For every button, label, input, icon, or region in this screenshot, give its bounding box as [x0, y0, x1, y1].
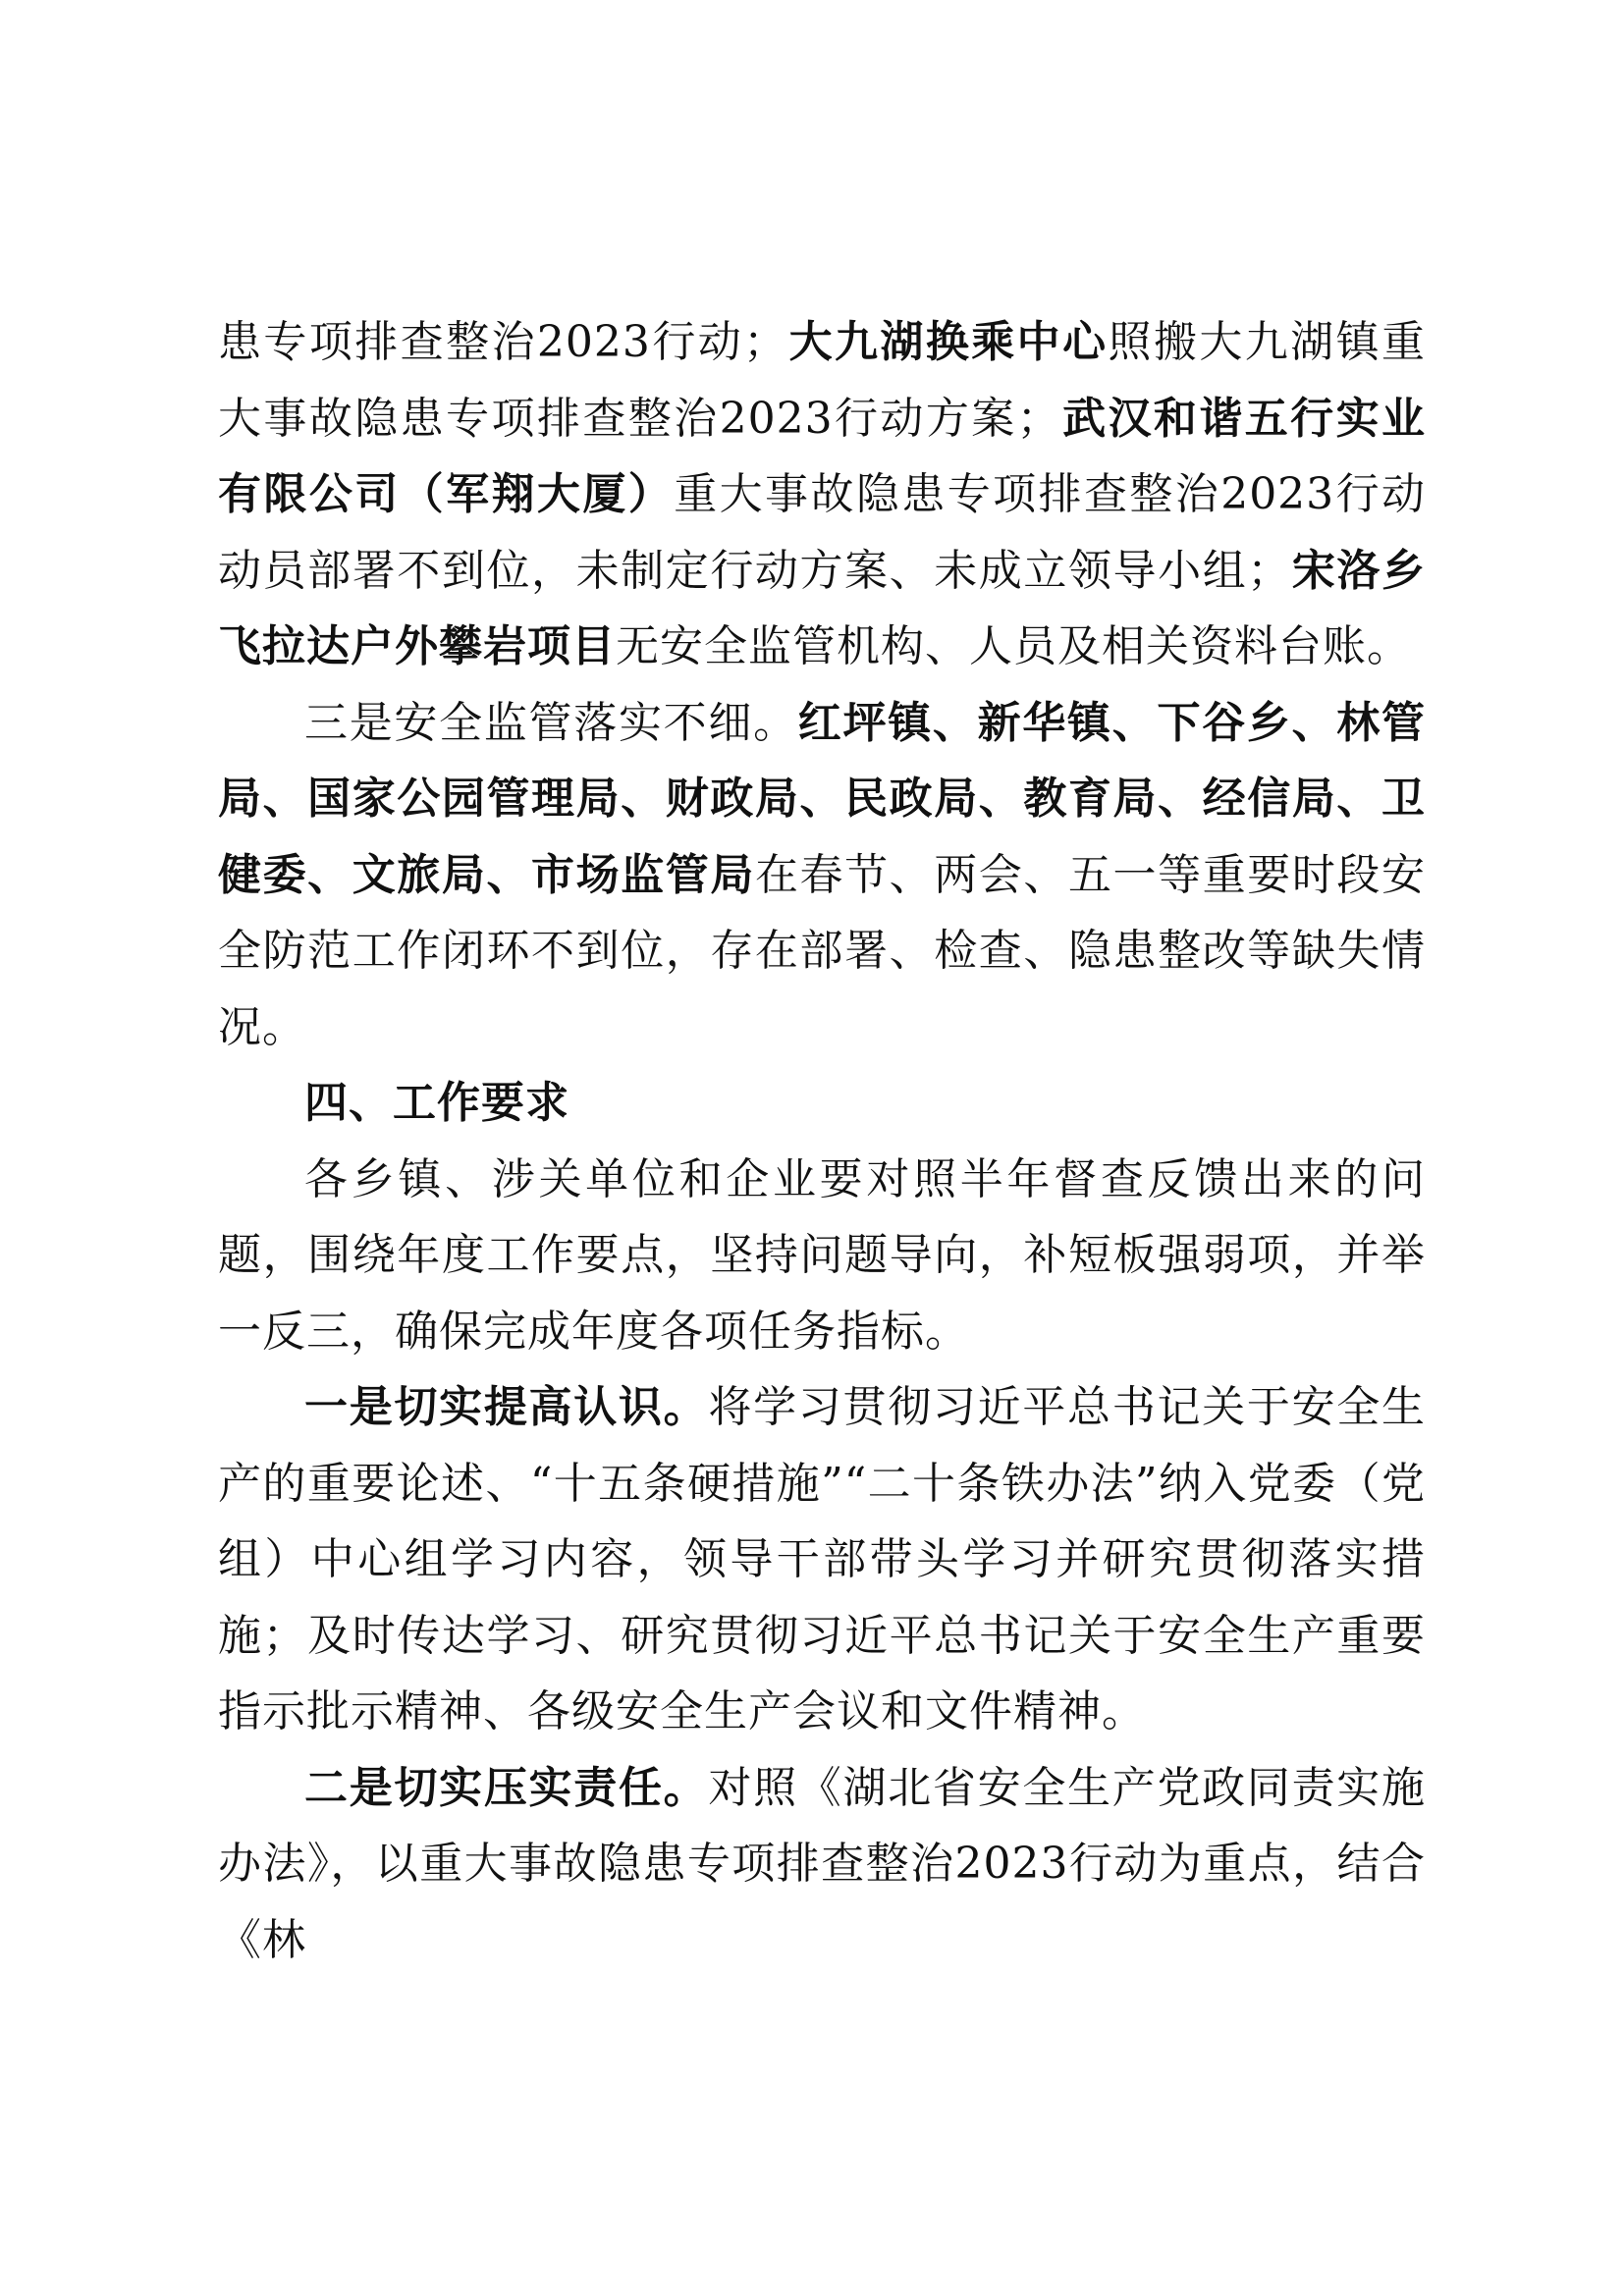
document-body	[218, 304, 1426, 1978]
section-heading: 四、工作要求	[304, 1078, 569, 1128]
text-segment: 重大事故隐患专项排查整治2023行动动员部署不到位，未制定行动方案、未成立领导小组；	[218, 469, 1427, 596]
bold-unit-name: 武汉和谐五行实业有限公司（军翔大厦）	[218, 393, 1426, 519]
text-segment: 无安全监管机构、人员及相关资料台账。	[616, 621, 1411, 671]
paragraph-lead: 一是切实提高认识。	[304, 1382, 709, 1432]
paragraph-supervision	[218, 685, 1426, 1066]
text-segment: 患专项排查整治2023行动；	[218, 317, 788, 367]
bold-unit-name: 宋洛乡飞拉达户外攀岩项目	[218, 545, 1427, 671]
paragraph-awareness	[218, 1369, 1426, 1750]
text-segment: 在春节、两会、五一等重要时段安全防范工作闭环不到位，存在部署、检查、隐患整改等缺失情况。	[218, 849, 1427, 1052]
paragraph-problems-continued	[218, 304, 1426, 685]
text-segment: 照搬大九湖镇重大事故隐患专项排查整治2023行动方案；	[218, 317, 1427, 444]
paragraph-lead: 二是切实压实责任。	[304, 1762, 709, 1813]
text-segment: 三是安全监管落实不细。	[304, 697, 798, 748]
bold-unit-list: 红坪镇、新华镇、下谷乡、林管局、国家公园管理局、财政局、民政局、教育局、经信局、卫健委、文旅局、市场监管局	[218, 697, 1427, 900]
text-segment: 将学习贯彻习近平总书记关于安全生产的重要论述、“十五条硬措施”“二十条铁办法”纳入党委（党组）中心组学习内容，领导干部带头学习并研究贯彻落实措施；及时传达学习、研究贯彻习近平总书记关于安全生产重要指示批示精神、各级安全生产会议和文件精神。	[218, 1382, 1426, 1736]
paragraph-requirements-intro: 各乡镇、涉关单位和企业要对照半年督查反馈出来的问题，围绕年度工作要点，坚持问题导向，补短板强弱项，并举一反三，确保完成年度各项任务指标。	[218, 1153, 1426, 1357]
text-segment: 对照《湖北省安全生产党政同责实施办法》，以重大事故隐患专项排查整治2023行动为重点，结合《林	[218, 1762, 1426, 1965]
paragraph-responsibility	[218, 1750, 1426, 1979]
bold-unit-name: 大九湖换乘中心	[787, 317, 1109, 367]
